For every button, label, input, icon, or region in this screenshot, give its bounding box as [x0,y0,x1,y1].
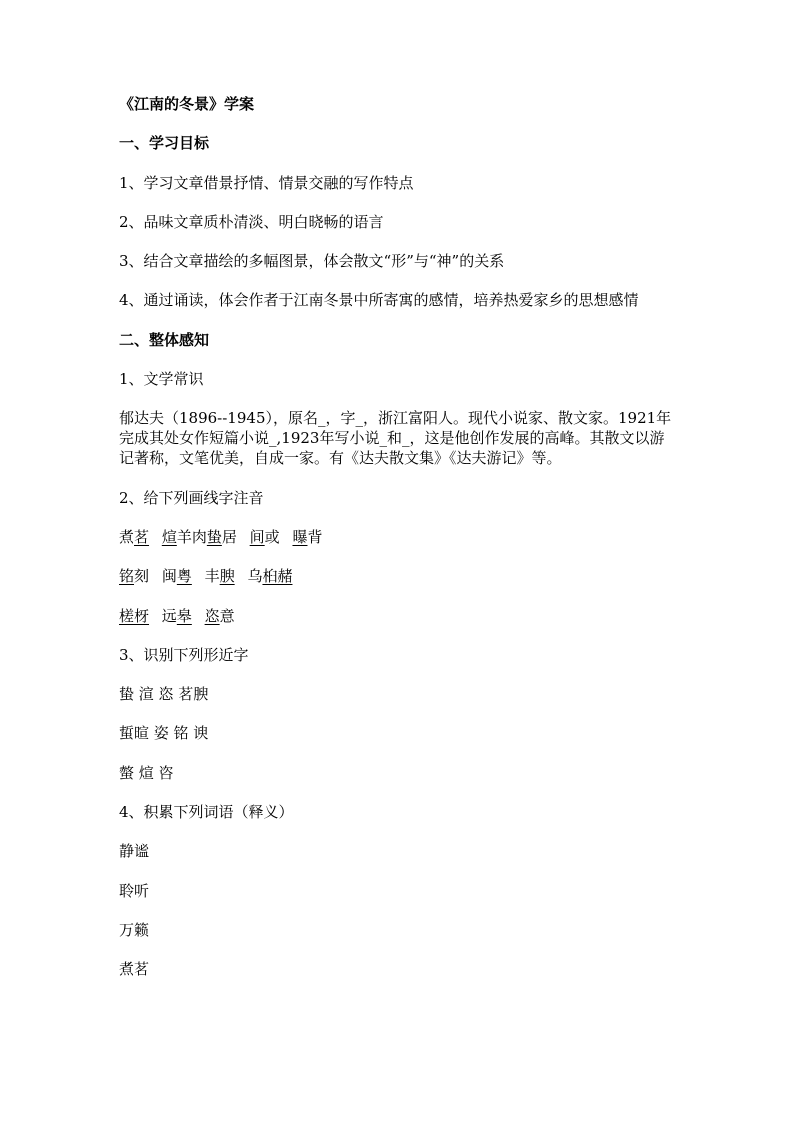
author-paragraph: 郁达夫（1896--1945），原名_，字_，浙江富阳人。现代小说家、散文家。1921年完成其处女作短篇小说_,1923年写小说_和_，这是他创作发展的高峰。其散文以游记著称，文笔优美，自成一家。有《达夫散文集》《达夫游记》等。 [119,409,672,468]
word-item: 间或 [249,527,280,546]
word-item: 丰腴 [204,567,235,586]
word-item: 乌桕赭 [247,567,293,586]
word-item: 铭刻 [119,567,150,586]
vocabulary-word: 万籁 [119,920,150,939]
similar-char-row: 蛰 渲 恣 茗腴 [119,685,209,704]
subheading-similar-characters: 3、识别下列形近字 [119,645,249,664]
word-item: 煮茗 [119,527,150,546]
pronunciation-row [119,527,679,547]
word-item: 煊羊肉蛰居 [161,527,237,546]
word-item: 恣意 [204,606,235,625]
similar-char-row: 螫 煊 咨 [119,763,174,782]
subheading-literary-knowledge: 1、文学常识 [119,370,204,389]
subheading-vocabulary: 4、积累下列词语（释义） [119,803,294,822]
vocabulary-word: 煮茗 [119,960,150,979]
similar-char-row: 蜇暄 姿 铭 谀 [119,724,209,743]
section-heading-overview: 二、整体感知 [119,330,210,349]
vocabulary-word: 静谧 [119,842,150,861]
objective-item: 2、品味文章质朴清淡、明白晓畅的语言 [119,212,384,231]
pronunciation-row [119,606,679,626]
word-item: 闽粤 [161,567,192,586]
word-item: 槎枒 [119,606,150,625]
objective-item: 1、学习文章借景抒情、情景交融的写作特点 [119,173,414,192]
word-item: 曝背 [292,527,323,546]
document-page [119,94,679,999]
objective-item: 3、结合文章描绘的多幅图景，体会散文“形”与“神”的关系 [119,252,505,271]
section-heading-objectives: 一、学习目标 [119,134,210,153]
word-item: 远皋 [161,606,192,625]
vocabulary-word: 聆听 [119,881,150,900]
objective-item: 4、通过诵读，体会作者于江南冬景中所寄寓的感情，培养热爱家乡的思想感情 [119,291,639,310]
subheading-pronunciation: 2、给下列画线字注音 [119,488,264,507]
pronunciation-row [119,566,679,586]
document-title: 《江南的冬景》学案 [119,95,255,113]
